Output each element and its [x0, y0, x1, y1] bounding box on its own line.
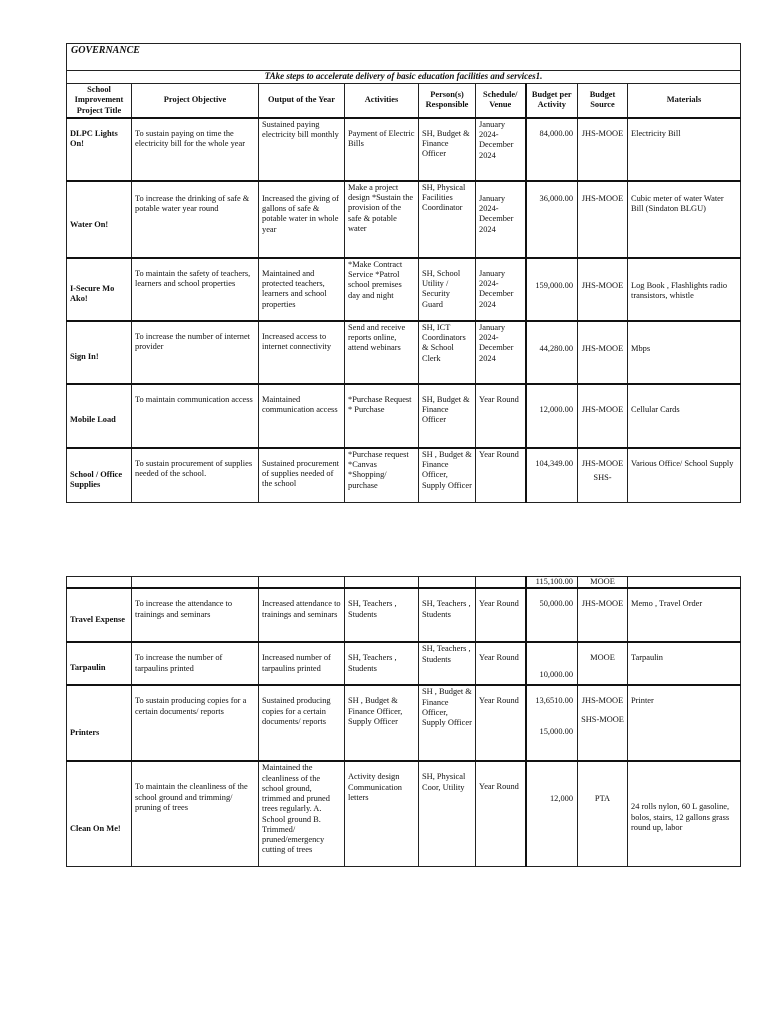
project-title: Travel Expense [67, 588, 132, 642]
header-source: Budget Source [578, 84, 628, 118]
header-row [67, 84, 741, 118]
project-schedule: January 2024- December 2024 [476, 321, 526, 384]
project-objective: To increase the attendance to trainings and seminars [132, 588, 259, 642]
project-title: Sign In! [67, 321, 132, 384]
continued-source: MOOE [578, 577, 628, 589]
governance-table-page2 [66, 576, 741, 867]
project-person: SH, Teachers , Students [419, 642, 476, 685]
header-budget: Budget per Activity [526, 84, 578, 118]
project-output: Maintained communication access [259, 384, 345, 448]
project-source: JHS-MOOE [578, 118, 628, 181]
project-person: SH, Physical Facilities Coordinator [419, 181, 476, 258]
project-budget-secondary: 15,000.00 [539, 726, 573, 736]
project-output: Maintained the cleanliness of the school ground, trimmed and pruned trees regularly. A. School ground B. Trimmed/ pruned/emergency cutting of trees [259, 761, 345, 866]
project-schedule: Year Round [476, 384, 526, 448]
project-title: Tarpaulin [67, 642, 132, 685]
project-output: Increased number of tarpaulins printed [259, 642, 345, 685]
project-title: Mobile Load [67, 384, 132, 448]
project-materials: Cubic meter of water Water Bill (Sindaton BLGU) [628, 181, 741, 258]
project-output: Sustained producing copies for a certain documents/ reports [259, 685, 345, 761]
project-materials: Memo , Travel Order [628, 588, 741, 642]
project-objective: To increase the drinking of safe & potable water year round [132, 181, 259, 258]
project-source: JHS-MOOE [578, 588, 628, 642]
project-title: DLPC Lights On! [67, 118, 132, 181]
project-activities: Payment of Electric Bills [345, 118, 419, 181]
project-objective: To sustain paying on time the electricity bill for the whole year [132, 118, 259, 181]
project-source-cell [578, 685, 628, 761]
project-objective: To maintain communication access [132, 384, 259, 448]
continuation-row [67, 577, 741, 589]
project-schedule: January 2024- December 2024 [476, 181, 526, 258]
project-budget: 12,000.00 [526, 384, 578, 448]
header-materials: Materials [628, 84, 741, 118]
project-activities: SH, Teachers , Students [345, 642, 419, 685]
project-activities: Send and receive reports online, attend webinars [345, 321, 419, 384]
project-budget: 84,000.00 [526, 118, 578, 181]
table-row [67, 181, 741, 258]
project-objective: To increase the number of tarpaulins printed [132, 642, 259, 685]
table-row [67, 384, 741, 448]
project-title: Printers [67, 685, 132, 761]
project-person: SH, School Utility / Security Guard [419, 258, 476, 321]
project-schedule: Year Round [476, 448, 526, 503]
project-schedule: January 2024- December 2024 [476, 118, 526, 181]
project-objective: To increase the number of internet provider [132, 321, 259, 384]
project-activities: Make a project design *Sustain the provision of the safe & potable water [345, 181, 419, 258]
project-source: MOOE [578, 642, 628, 685]
header-activities: Activities [345, 84, 419, 118]
header-project-title: School Improvement Project Title [67, 84, 132, 118]
project-source-cell [578, 448, 628, 503]
table-row [67, 448, 741, 503]
project-materials: Electricity Bill [628, 118, 741, 181]
project-materials: Various Office/ School Supply [628, 448, 741, 503]
project-materials: 24 rolls nylon, 60 L gasoline, bolos, stairs, 12 gallons grass round up, labor [628, 761, 741, 866]
continued-budget: 115,100.00 [526, 577, 578, 589]
project-budget: 13,6510.00 [535, 696, 573, 706]
section-subtitle: TAke steps to accelerate delivery of basic education facilities and services1. [67, 71, 741, 84]
project-materials: Printer [628, 685, 741, 761]
project-schedule: Year Round [476, 642, 526, 685]
project-activities: Activity design Communication letters [345, 761, 419, 866]
project-budget: 159,000.00 [526, 258, 578, 321]
project-source: JHS-MOOE [578, 321, 628, 384]
project-output: Maintained and protected teachers, learners and school properties [259, 258, 345, 321]
table-row [67, 321, 741, 384]
project-activities: *Purchase request *Canvas *Shopping/ purchase [345, 448, 419, 503]
project-person: SH, Teachers , Students [419, 588, 476, 642]
project-activities: SH , Budget & Finance Officer, Supply Officer [345, 685, 419, 761]
project-output: Increased access to internet connectivity [259, 321, 345, 384]
table-row [67, 642, 741, 685]
project-output: Sustained paying electricity bill monthly [259, 118, 345, 181]
project-person: SH , Budget & Finance Officer, Supply Officer [419, 685, 476, 761]
header-output: Output of the Year [259, 84, 345, 118]
table-row [67, 118, 741, 181]
table-row [67, 258, 741, 321]
project-source: JHS-MOOE [578, 181, 628, 258]
project-schedule: January 2024- December 2024 [476, 258, 526, 321]
project-person: SH, Budget & Finance Officer [419, 384, 476, 448]
project-output: Increased the giving of gallons of safe & potable water in whole year [259, 181, 345, 258]
project-source: PTA [578, 761, 628, 866]
section-title: GOVERNANCE [67, 44, 741, 71]
project-title: Water On! [67, 181, 132, 258]
project-materials: Mbps [628, 321, 741, 384]
project-budget-cell [526, 685, 578, 761]
project-objective: To sustain procurement of supplies needed of the school. [132, 448, 259, 503]
project-budget: 104,349.00 [526, 448, 578, 503]
project-title: School / Office Supplies [67, 448, 132, 503]
project-schedule: Year Round [476, 761, 526, 866]
project-person: SH , Budget & Finance Officer, Supply Officer [419, 448, 476, 503]
project-title: I-Secure Mo Ako! [67, 258, 132, 321]
project-budget: 36,000.00 [526, 181, 578, 258]
project-budget: 44,280.00 [526, 321, 578, 384]
project-activities: *Make Contract Service *Patrol school premises day and night [345, 258, 419, 321]
project-person: SH, ICT Coordinators & School Clerk [419, 321, 476, 384]
table-row [67, 761, 741, 866]
project-output: Increased attendance to trainings and seminars [259, 588, 345, 642]
project-activities: *Purchase Request * Purchase [345, 384, 419, 448]
project-schedule: Year Round [476, 685, 526, 761]
project-schedule: Year Round [476, 588, 526, 642]
project-budget: 12,000 [526, 761, 578, 866]
governance-table-page1 [66, 43, 741, 503]
project-source: JHS-MOOE [581, 696, 624, 706]
project-source: JHS-MOOE [578, 384, 628, 448]
project-output: Sustained procurement of supplies needed of the school [259, 448, 345, 503]
project-objective: To maintain the cleanliness of the school ground and trimming/ pruning of trees [132, 761, 259, 866]
project-person: SH, Budget & Finance Officer [419, 118, 476, 181]
header-objective: Project Objective [132, 84, 259, 118]
project-person: SH, Physical Coor, Utility [419, 761, 476, 866]
project-materials: Log Book , Flashlights radio transistors, whistle [628, 258, 741, 321]
project-source-secondary: SHS-MOOE [581, 714, 624, 724]
project-title: Clean On Me! [67, 761, 132, 866]
header-schedule: Schedule/ Venue [476, 84, 526, 118]
project-materials: Tarpaulin [628, 642, 741, 685]
project-materials: Cellular Cards [628, 384, 741, 448]
table-row [67, 685, 741, 761]
project-source-secondary: SHS- [593, 473, 612, 482]
project-source: JHS-MOOE [578, 258, 628, 321]
project-activities: SH, Teachers , Students [345, 588, 419, 642]
project-source: JHS-MOOE [581, 458, 624, 468]
header-person: Person(s) Responsible [419, 84, 476, 118]
table-row [67, 588, 741, 642]
project-objective: To maintain the safety of teachers, learners and school properties [132, 258, 259, 321]
project-objective: To sustain producing copies for a certain documents/ reports [132, 685, 259, 761]
project-budget: 10,000.00 [526, 642, 578, 685]
project-budget: 50,000.00 [526, 588, 578, 642]
